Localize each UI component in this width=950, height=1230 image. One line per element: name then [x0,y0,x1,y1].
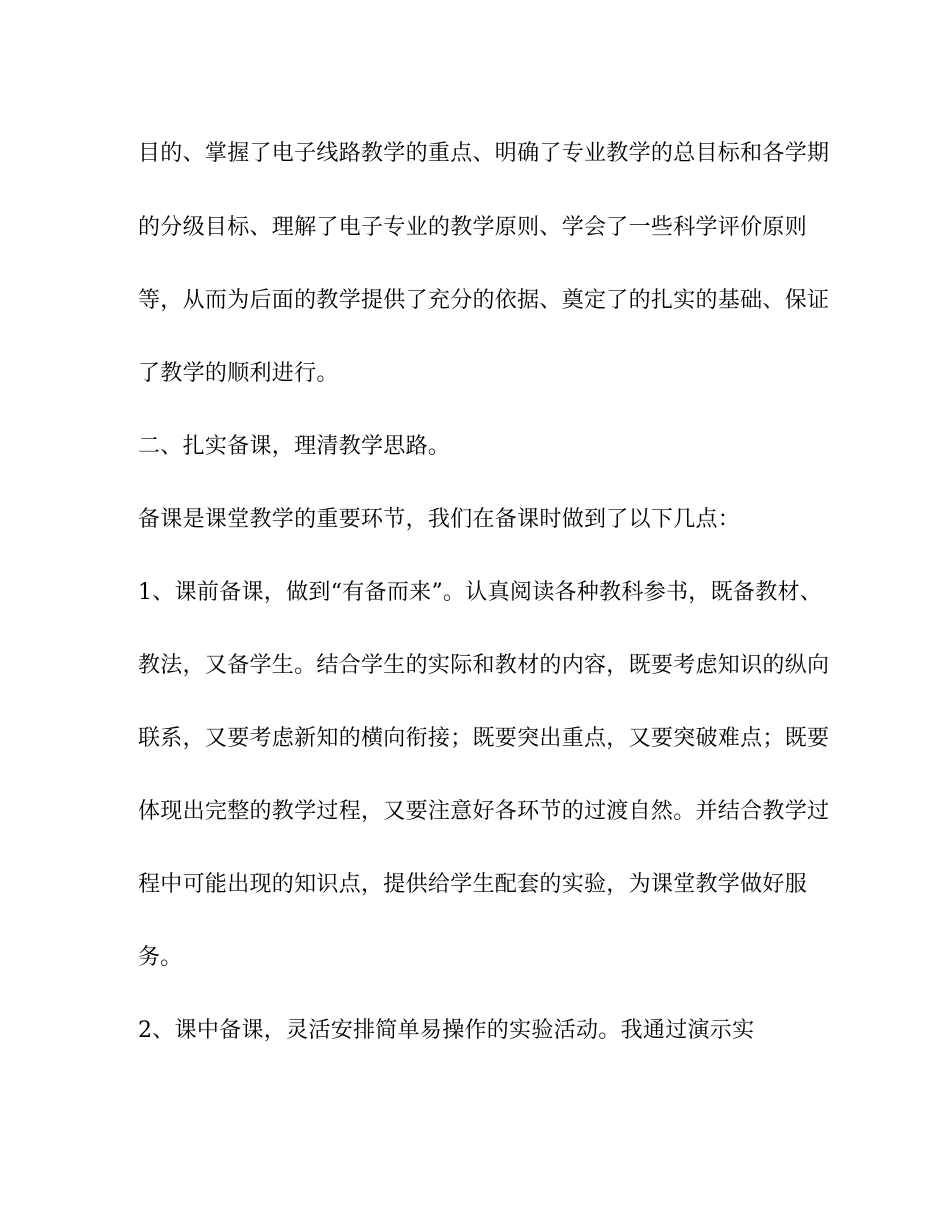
list-item-1-line-2: 教法，又备学生。结合学生的实际和教材的内容，既要考虑知识的纵向 [138,653,830,678]
list-item-1-line-1: 1、课前备课，做到“有备而来”。认真阅读各种教科参书，既备教材、 [138,580,823,605]
list-item-1-line-6: 务。 [138,945,183,970]
list-item-1-line-3: 联系，又要考虑新知的横向衔接；既要突出重点，又要突破难点；既要 [138,726,830,751]
list-item-2-line-1: 2、课中备课，灵活安排简单易操作的实验活动。我通过演示实 [138,1018,755,1043]
section-heading: 二、扎实备课，理清教学思路。 [138,434,451,459]
list-item-1-line-4: 体现出完整的教学过程，又要注意好各环节的过渡自然。并结合教学过 [138,799,830,824]
text-line-4: 了教学的顺利进行。 [138,361,339,386]
text-line-1: 目的、掌握了电子线路教学的重点、明确了专业教学的总目标和各学期 [138,141,830,166]
text-line-6: 备课是课堂教学的重要环节，我们在备课时做到了以下几点： [138,507,741,532]
text-line-2: 的分级目标、理解了电子专业的教学原则、学会了一些科学评价原则 [138,215,808,240]
text-line-3: 等，从而为后面的教学提供了充分的依据、奠定了的扎实的基础、保证 [138,288,830,313]
list-item-1-line-5: 程中可能出现的知识点，提供给学生配套的实验，为课堂教学做好服 [138,872,808,897]
